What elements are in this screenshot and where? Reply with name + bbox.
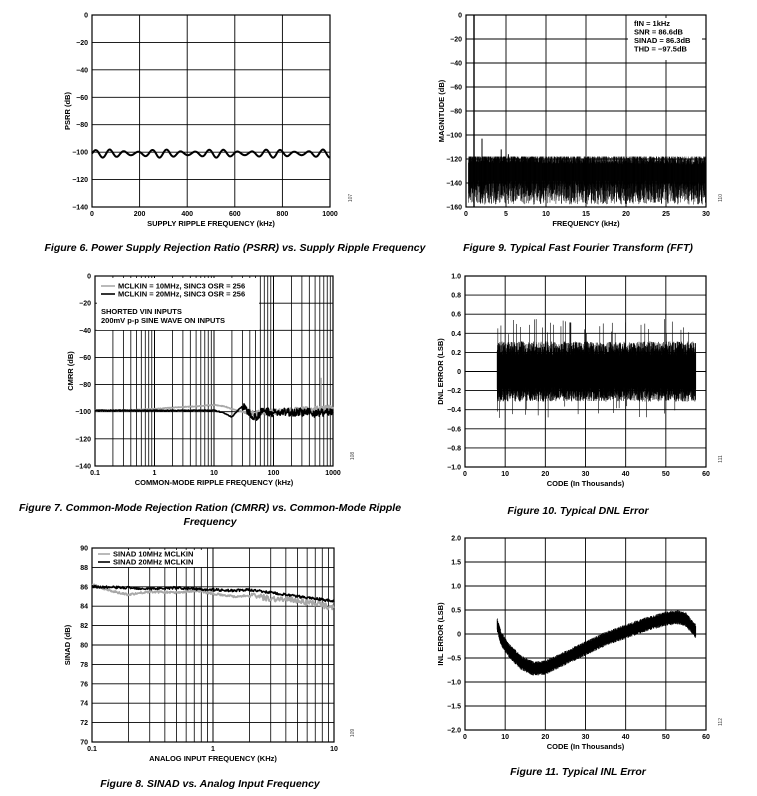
sinad-xtick: 10 [330,746,338,753]
cmrr-caption: Figure 7. Common-Mode Rejection Ration (CMRR) vs. Common-Mode Ripple [18,502,402,514]
inl-ylabel: INL ERROR (LSB) [436,602,445,666]
psrr-xtick: 200 [133,211,146,218]
sinad-figure-code: 109 [350,728,356,738]
sinad-xtick: 1 [211,746,215,753]
fft-noise-floor [468,157,705,205]
fft-ytick: −120 [446,156,462,164]
cmrr-ytick: −40 [79,327,91,335]
dnl-chart [436,274,724,518]
sinad-ytick: 90 [80,545,88,553]
dnl-xlabel: CODE (In Thousands) [546,479,625,488]
cmrr-ytick: −120 [75,436,91,444]
psrr-xtick: 1000 [322,211,338,218]
dnl-ytick: −0.4 [447,407,461,415]
psrr-ytick: −80 [76,122,88,130]
psrr-ytick: −40 [76,67,88,75]
sinad-ytick: 80 [80,642,88,650]
inl-xtick: 0 [463,734,467,741]
cmrr-xtick: 10 [210,470,218,477]
psrr-ytick: −140 [72,204,88,212]
dnl-ytick: 0.4 [451,330,461,338]
psrr-ytick: 0 [84,12,88,20]
fft-annotation-line: SNR = 86.6dB [634,27,683,37]
inl-xlabel: CODE (In Thousands) [546,742,625,751]
cmrr-ylabel: CMRR (dB) [66,351,75,391]
inl-chart [436,536,724,779]
cmrr-ytick: −60 [79,354,91,362]
fft-xtick: 10 [542,211,550,218]
fft-annotation-line: THD = −97.5dB [634,44,687,54]
cmrr-legend-10mhz: MCLKIN = 10MHz, SINC3 OSR = 256 [118,281,246,291]
fft-xtick: 20 [622,211,630,218]
psrr-ylabel: PSRR (dB) [63,92,72,130]
sinad-ytick: 76 [80,681,88,689]
sinad-caption: Figure 8. SINAD vs. Analog Input Frequency [100,778,320,790]
dnl-figure-code: 111 [718,455,724,463]
fft-ytick: −60 [450,84,462,92]
fft-ytick: 0 [458,12,462,20]
dnl-xtick: 20 [541,471,550,478]
cmrr-ytick: −140 [75,463,91,471]
fft-annotation-line: fIN = 1kHz [634,19,671,28]
sinad-xtick: 0.1 [87,746,97,753]
fft-ytick: −20 [450,36,462,44]
dnl-ytick: 0.8 [451,292,461,300]
psrr-xlabel: SUPPLY RIPPLE FREQUENCY (kHz) [147,219,275,228]
fft-xtick: 5 [504,211,508,218]
dnl-xtick: 50 [661,471,670,478]
fft-xtick: 15 [582,211,590,218]
sinad-ytick: 74 [80,700,88,708]
inl-ytick: −0.5 [447,655,461,663]
dnl-ytick: −0.8 [447,445,461,453]
cmrr-xtick: 100 [267,470,280,477]
sinad-ytick: 88 [80,564,88,572]
sinad-chart [63,546,356,791]
cmrr-chart [19,274,401,515]
psrr-chart [45,13,427,255]
psrr-caption: Figure 6. Power Supply Rejection Ratio (PSRR) vs. Supply Ripple Frequency [44,242,426,254]
inl-figure-code: 112 [718,718,724,726]
sinad-ytick: 72 [80,720,88,728]
inl-caption: Figure 11. Typical INL Error [510,766,646,778]
cmrr-caption-line2: Frequency [183,516,237,528]
inl-ytick: 0.5 [451,607,461,615]
fft-figure-code: 110 [718,194,724,202]
fft-xtick: 25 [662,211,670,218]
sinad-xlabel: ANALOG INPUT FREQUENCY (KHz) [149,754,277,763]
inl-ytick: 0 [457,631,461,639]
dnl-ytick: 0 [457,369,461,376]
sinad-grid [92,548,334,742]
inl-ytick: 2.0 [451,535,461,543]
psrr-ytick: −60 [76,94,88,102]
dnl-ytick: 0.2 [451,349,461,357]
dnl-xtick: 60 [702,471,710,478]
fft-caption: Figure 9. Typical Fast Fourier Transform (FFT) [463,242,693,254]
psrr-ytick: −20 [76,39,88,47]
dnl-xtick: 40 [621,471,630,478]
cmrr-xtick: 1 [152,470,157,477]
dnl-ytick: 0.6 [451,311,461,319]
inl-ytick: −2.0 [447,727,461,735]
dnl-xtick: 10 [501,471,510,478]
inl-ytick: 1.0 [451,583,461,591]
dnl-ytick: −0.6 [447,426,461,434]
psrr-xtick: 600 [228,211,241,218]
inl-xtick: 60 [702,734,710,741]
cmrr-legend-20mhz: MCLKIN = 20MHz, SINC3 OSR = 256 [118,289,246,299]
psrr-xtick: 0 [90,211,94,218]
sinad-ytick: 82 [80,623,88,631]
sinad-ytick: 84 [80,603,88,611]
fft-xtick: 30 [702,211,710,218]
sinad-ytick: 70 [80,739,88,747]
sinad-ylabel: SINAD (dB) [63,624,72,666]
psrr-plot-frame [92,15,330,207]
inl-xtick: 10 [501,734,510,741]
cmrr-ytick: −80 [79,382,91,390]
dnl-xtick: 30 [581,471,590,478]
dnl-ytick: 1.0 [451,273,461,281]
psrr-series-line [92,150,330,158]
psrr-grid [92,15,330,207]
cmrr-ytick: −100 [75,409,91,417]
dnl-xtick: 0 [463,471,467,478]
dnl-caption: Figure 10. Typical DNL Error [507,505,649,517]
psrr-ytick: −100 [72,149,88,157]
inl-ytick: 1.5 [451,559,461,567]
cmrr-xtick: 0.1 [90,470,100,477]
inl-xtick: 30 [581,734,590,741]
psrr-xtick: 400 [181,211,194,218]
fft-xlabel: FREQUENCY (kHz) [552,219,620,228]
cmrr-annotation-sine: 200mV p-p SINE WAVE ON INPUTS [101,316,226,325]
cmrr-annotation-inputs: SHORTED VIN INPUTS [101,307,182,316]
inl-xtick: 20 [541,734,550,741]
fft-chart [437,13,724,255]
inl-xtick: 50 [661,734,670,741]
sinad-ytick: 86 [80,584,88,592]
fft-ylabel: MAGNITUDE (dB) [437,79,446,143]
fft-ytick: −40 [450,60,462,68]
fft-ytick: −80 [450,108,462,116]
psrr-figure-code: 107 [348,193,354,203]
cmrr-ytick: 0 [87,273,91,281]
cmrr-xtick: 1000 [325,470,341,477]
inl-xtick: 40 [621,734,630,741]
fft-ytick: −100 [446,132,462,140]
sinad-legend-10mhz: SINAD 10MHz MCLKIN [113,549,194,559]
dnl-ytick: −1.0 [447,464,461,472]
dnl-ytick: −0.2 [447,388,461,396]
fft-ytick: −140 [446,180,462,188]
cmrr-figure-code: 108 [350,451,356,461]
fft-xtick: 0 [464,211,468,218]
sinad-ytick: 78 [80,661,88,669]
inl-ytick: −1.0 [447,679,461,687]
fft-annotation-line: SINAD = 86.3dB [634,36,691,45]
cmrr-ytick: −20 [79,300,91,308]
psrr-xtick: 800 [276,211,289,218]
dnl-ylabel: DNL ERROR (LSB) [436,338,445,405]
cmrr-xlabel: COMMON-MODE RIPPLE FREQUENCY (kHz) [134,478,294,487]
sinad-legend-20mhz: SINAD 20MHz MCLKIN [113,557,194,567]
psrr-ytick: −120 [72,177,88,185]
fft-ytick: −160 [446,204,462,212]
inl-ytick: −1.5 [447,703,461,711]
